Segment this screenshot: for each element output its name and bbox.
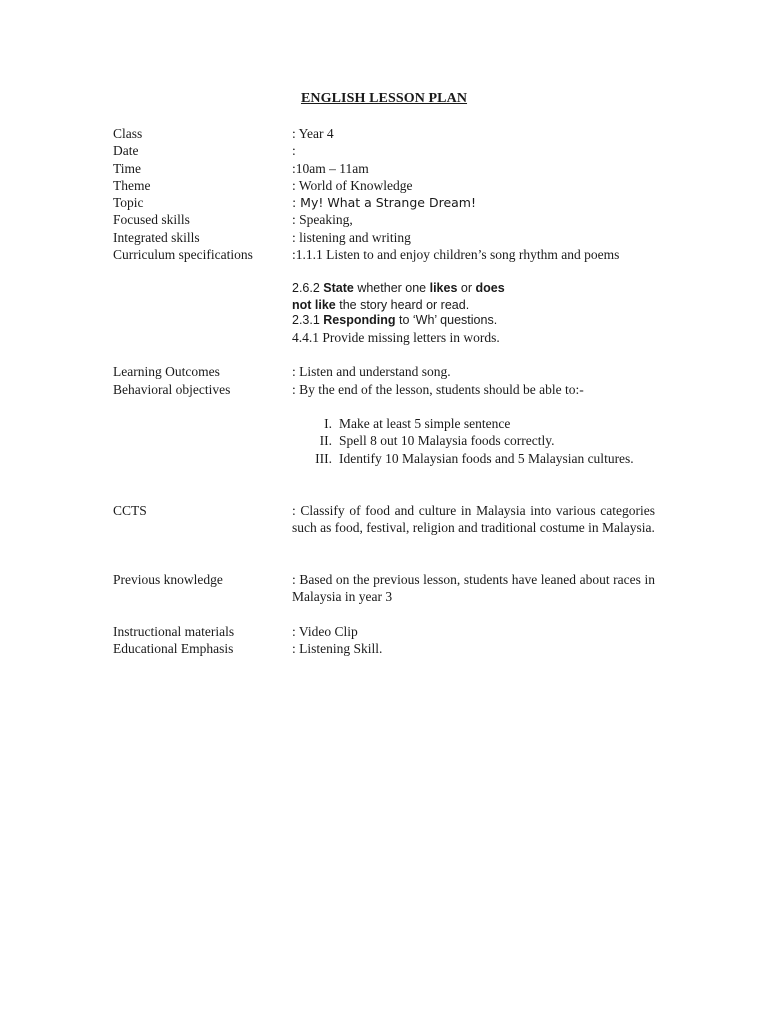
field-label: Behavioral objectives <box>113 382 231 397</box>
objective-text: Identify 10 Malaysian foods and 5 Malaysian cultures. <box>339 451 634 466</box>
spec-2-3-1: 2.3.1 Responding to ‘Wh’ questions. <box>292 313 498 327</box>
field-label: Educational Emphasis <box>113 641 234 656</box>
field-value: : Based on the previous lesson, students have leaned about races in Malaysia in year 3 <box>292 572 655 604</box>
field-label: Learning Outcomes <box>113 364 220 379</box>
field-value: : By the end of the lesson, students should be able to:- <box>292 382 584 397</box>
field-label: Class <box>113 126 143 141</box>
objective-number: III. <box>315 451 332 466</box>
objective-number: I. <box>324 416 332 431</box>
field-value: : Year 4 <box>292 126 334 141</box>
field-value: : World of Knowledge <box>292 178 413 193</box>
field-value: : Classify of food and culture in Malaysia into various categories such as food, festival, religion and traditional costume in Malaysia. <box>292 503 655 535</box>
field-label: Focused skills <box>113 212 190 227</box>
field-value: : Listen and understand song. <box>292 364 451 379</box>
field-value: : Speaking, <box>292 212 353 227</box>
field-value: :1.1.1 Listen to and enjoy children’s song rhythm and poems <box>292 247 620 262</box>
spec-4-4-1: 4.4.1 Provide missing letters in words. <box>292 330 500 345</box>
field-label: Theme <box>113 178 151 193</box>
field-label: Date <box>113 143 139 158</box>
field-value: : <box>292 143 296 158</box>
field-value: :10am – 11am <box>292 161 369 176</box>
document-title: ENGLISH LESSON PLAN <box>300 91 468 106</box>
spec-2-6-2: 2.6.2 State whether one likes or does not like the story heard or read. <box>292 281 505 312</box>
field-label: Instructional materials <box>113 624 235 639</box>
field-value: : My! What a Strange Dream! <box>292 195 476 210</box>
field-label: Curriculum specifications <box>113 247 253 262</box>
field-label: CCTS <box>113 503 147 518</box>
field-value: : Listening Skill. <box>292 641 383 656</box>
field-label: Time <box>113 161 142 176</box>
objective-text: Spell 8 out 10 Malaysia foods correctly. <box>339 433 555 448</box>
field-value: : listening and writing <box>292 230 411 245</box>
objective-number: II. <box>319 433 332 448</box>
field-label: Topic <box>113 195 144 210</box>
objective-text: Make at least 5 simple sentence <box>339 416 511 431</box>
field-label: Integrated skills <box>113 230 200 245</box>
field-value: : Video Clip <box>292 624 358 639</box>
field-label: Previous knowledge <box>113 572 223 587</box>
